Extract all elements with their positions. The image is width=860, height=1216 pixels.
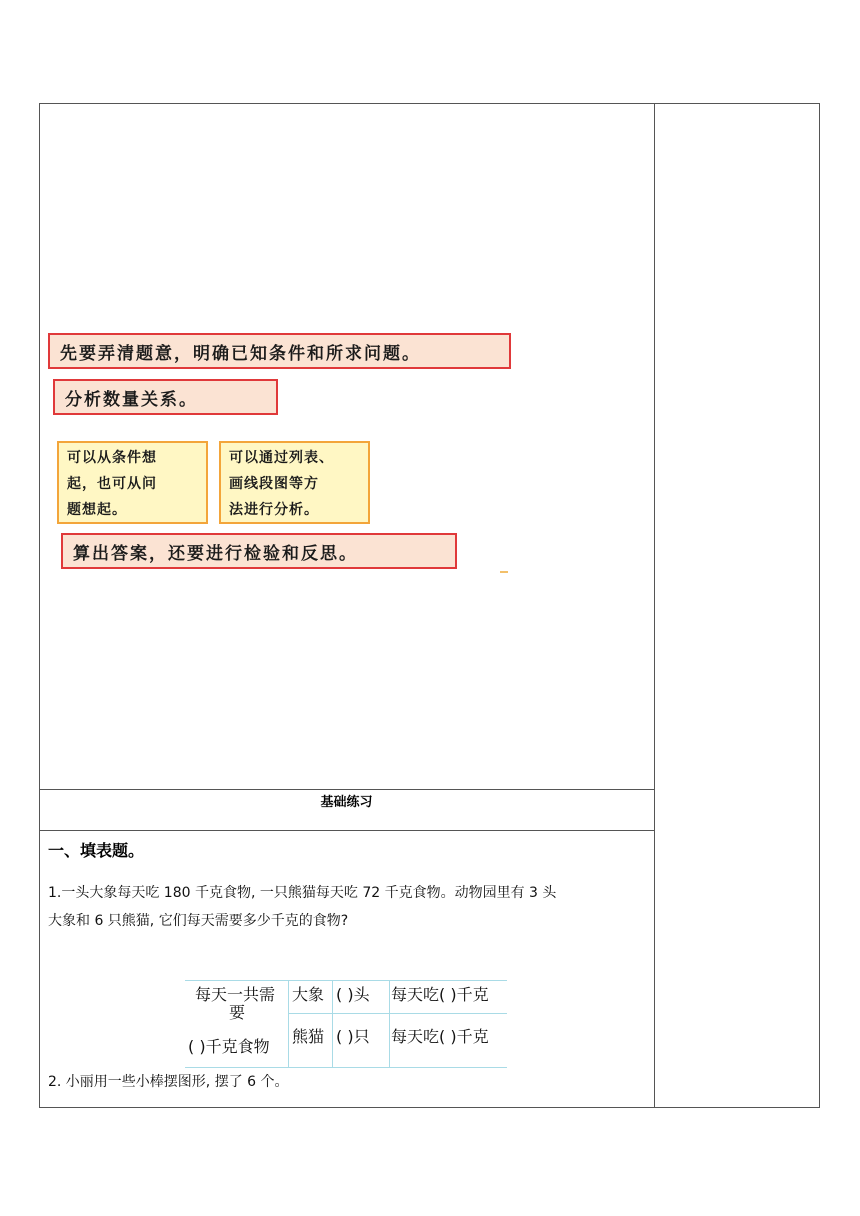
- table-total-blank[interactable]: ( )千克食物: [188, 1037, 270, 1056]
- divider-bottom: [39, 830, 654, 831]
- table-cell-count-blank[interactable]: ( )头: [336, 985, 370, 1004]
- tip-right-line-3: 法进行分析。: [229, 502, 319, 518]
- table-total-label: 每天一共需: [195, 985, 276, 1004]
- table-cell-animal: 熊猫: [292, 1027, 325, 1046]
- table-total-label-cont: 要: [229, 1003, 246, 1022]
- tip-think-from-conditions: [57, 441, 208, 524]
- table-line: [185, 980, 507, 981]
- tip-left-line-1: 可以从条件想: [67, 450, 157, 466]
- decorative-mark: [500, 571, 508, 573]
- page-frame: [39, 103, 820, 1108]
- table-cell-animal: 大象: [292, 985, 325, 1004]
- table-line: [185, 1067, 507, 1068]
- column-divider: [654, 103, 655, 1108]
- table-line: [288, 980, 289, 1067]
- question-line-1: 1.一头大象每天吃 180 千克食物, 一只熊猫每天吃 72 千克食物。动物园里有 3 头: [48, 885, 557, 901]
- section-title: 基础练习: [320, 795, 373, 810]
- divider-top: [39, 789, 654, 790]
- tip-left-line-2: 起，也可从问: [67, 476, 157, 492]
- table-line: [332, 980, 333, 1067]
- table-cell-daily-blank[interactable]: 每天吃( )千克: [391, 985, 489, 1004]
- table-cell-count-blank[interactable]: ( )只: [336, 1027, 370, 1046]
- table-line: [288, 1013, 507, 1014]
- question-heading: 一、填表题。: [48, 841, 145, 860]
- question-line-2: 大象和 6 只熊猫, 它们每天需要多少千克的食物?: [48, 913, 349, 929]
- tip-right-line-2: 画线段图等方: [229, 476, 319, 492]
- callout-understand-problem: 先要弄清题意，明确已知条件和所求问题。: [48, 333, 511, 369]
- callout-analyze-relations: 分析数量关系。: [53, 379, 278, 415]
- tip-use-tables-diagrams: [219, 441, 370, 524]
- table-cell-daily-blank[interactable]: 每天吃( )千克: [391, 1027, 489, 1046]
- tip-right-line-1: 可以通过列表、: [229, 450, 334, 466]
- question-2: 2. 小丽用一些小棒摆图形, 摆了 6 个。: [48, 1074, 289, 1090]
- table-line: [389, 980, 390, 1067]
- tip-left-line-3: 题想起。: [67, 502, 127, 518]
- callout-check-and-reflect: 算出答案，还要进行检验和反思。: [61, 533, 457, 569]
